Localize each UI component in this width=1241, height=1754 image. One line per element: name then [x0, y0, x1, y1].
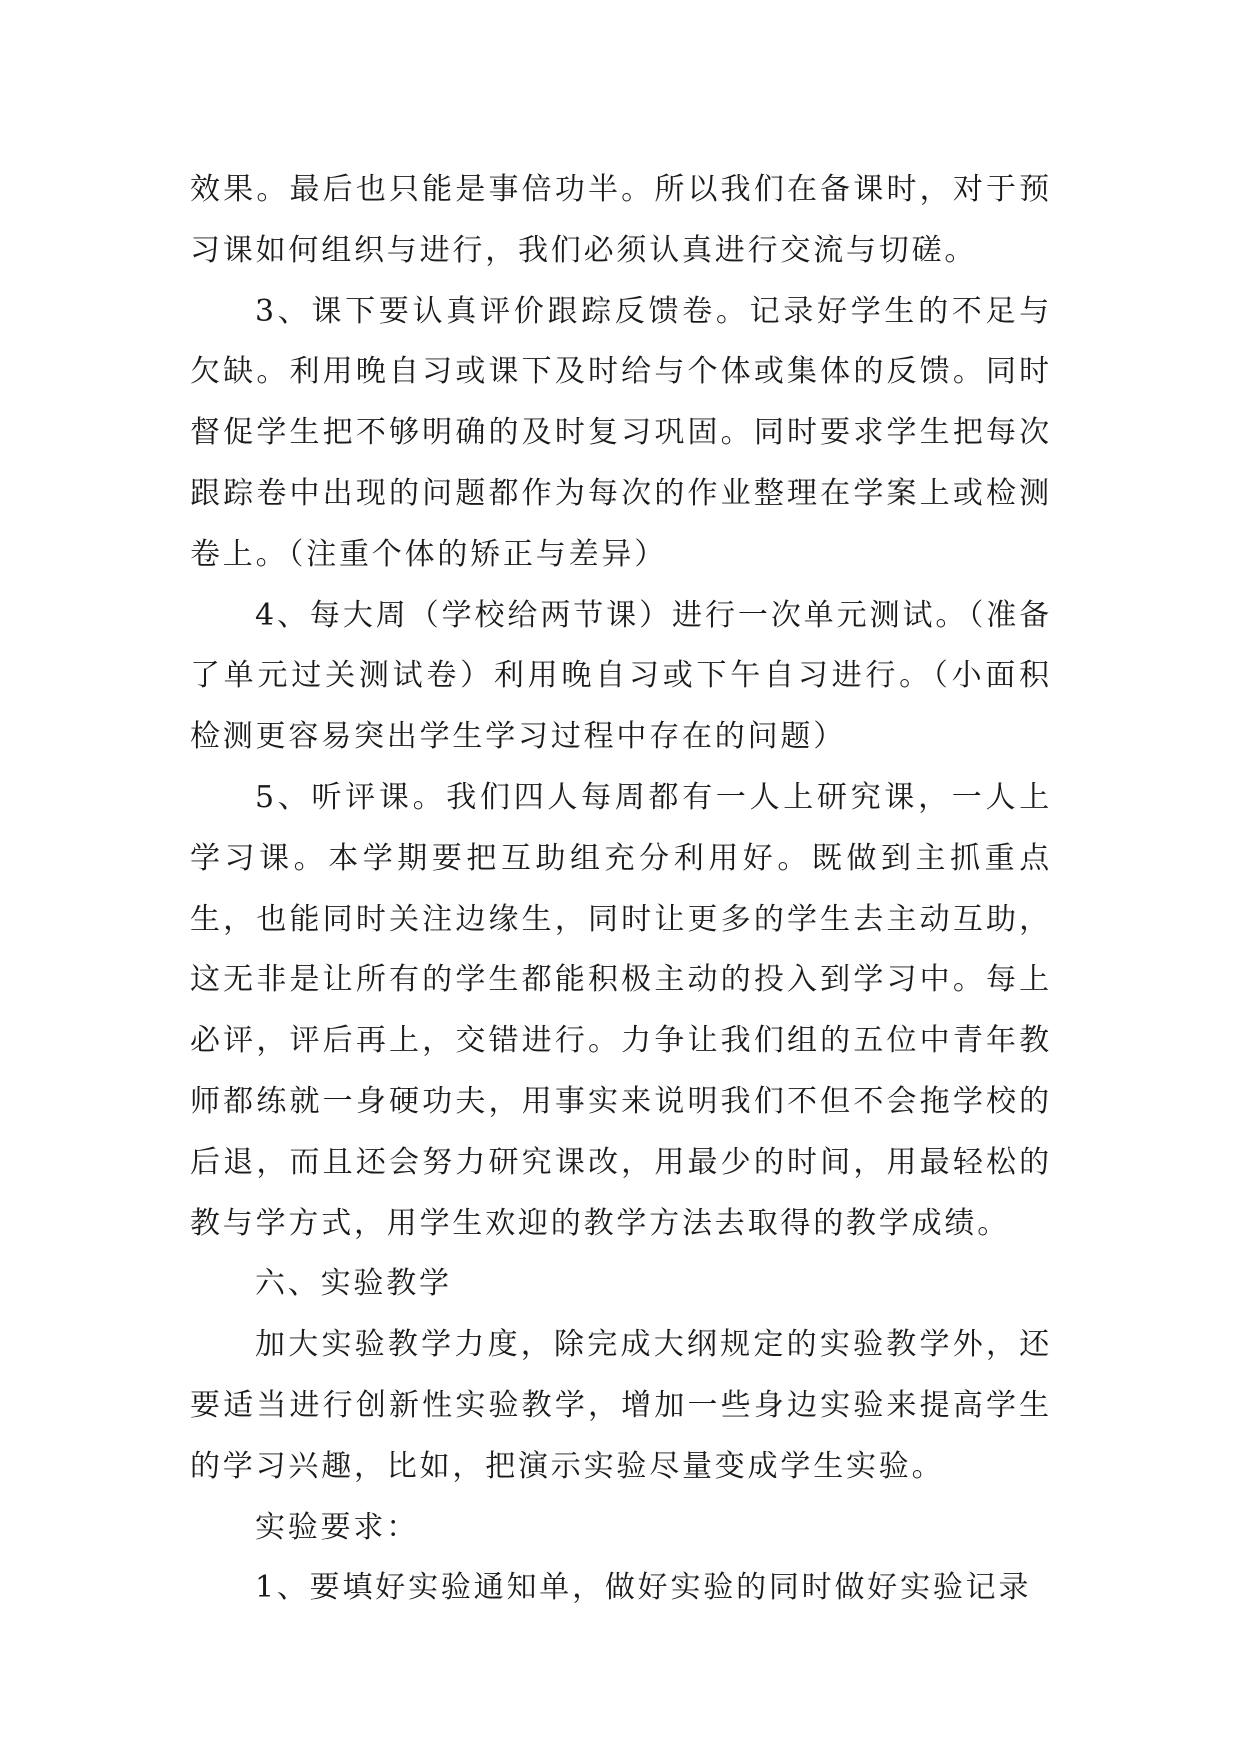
- paragraph-4: 5、听评课。我们四人每周都有一人上研究课，一人上学习课。本学期要把互助组充分利用好。既做到主抓重点生，也能同时关注边缘生，同时让更多的学生去主动互助，这无非是让所有的学生都能积极主动的投入到学习中。每上必评，评后再上，交错进行。力争让我们组的五位中青年教师都练就一身硬功夫，用事实来说明我们不但不会拖学校的后退，而且还会努力研究课改，用最少的时间，用最轻松的教与学方式，用学生欢迎的教学方法去取得的教学成绩。: [190, 779, 1052, 1241]
- paragraph-7: 1、要填好实验通知单，做好实验的同时做好实验记录: [255, 1570, 1032, 1606]
- section-heading-experiment: 六、实验教学: [255, 1266, 452, 1302]
- paragraph-2: 3、课下要认真评价跟踪反馈卷。记录好学生的不足与欠缺。利用晚自习或课下及时给与个体或集体的反馈。同时督促学生把不够明确的及时复习巩固。同时要求学生把每次跟踪卷中出现的问题都作为每次的作业整理在学案上或检测卷上。（注重个体的矫正与差异）: [190, 293, 1052, 572]
- paragraph-1: 效果。最后也只能是事倍功半。所以我们在备课时，对于预习课如何组织与进行，我们必须认真进行交流与切磋。: [190, 172, 1052, 268]
- document-body: [190, 160, 1052, 1619]
- paragraph-6: 实验要求：: [255, 1509, 419, 1545]
- paragraph-3: 4、每大周（学校给两节课）进行一次单元测试。（准备了单元过关测试卷）利用晚自习或下午自习进行。（小面积检测更容易突出学生学习过程中存在的问题）: [190, 597, 1052, 755]
- paragraph-5: 加大实验教学力度，除完成大纲规定的实验教学外，还要适当进行创新性实验教学，增加一些身边实验来提高学生的学习兴趣，比如，把演示实验尽量变成学生实验。: [190, 1327, 1052, 1484]
